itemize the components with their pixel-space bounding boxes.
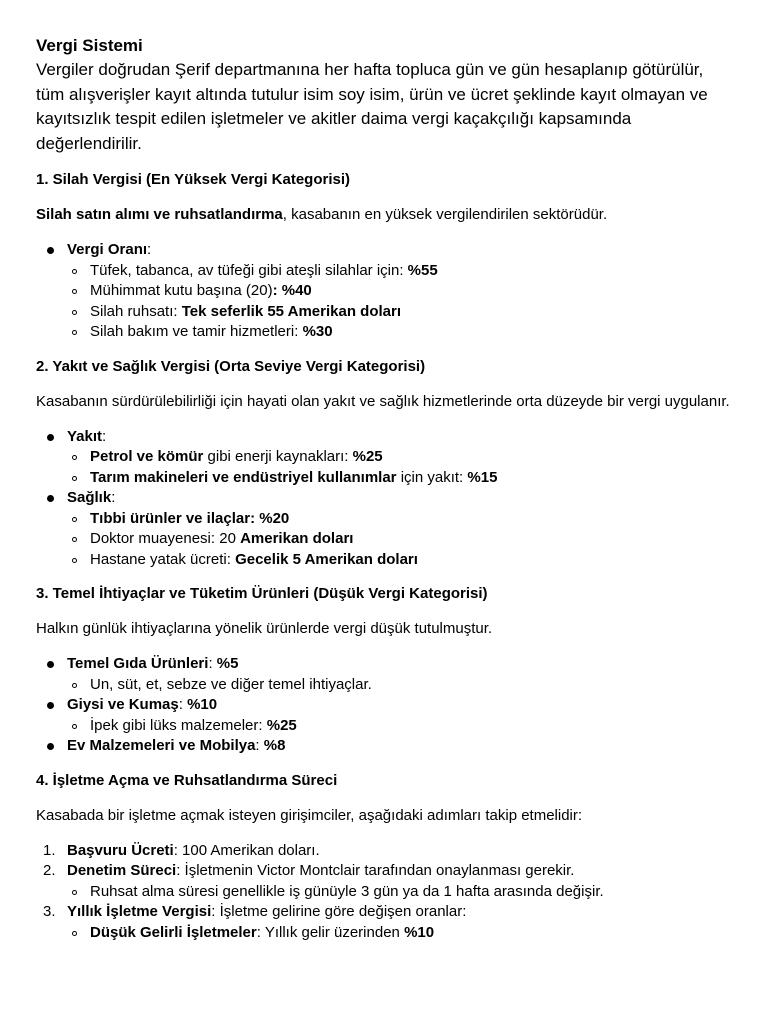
item-label: Yakıt [67, 427, 103, 445]
bullet-dot [47, 247, 54, 254]
item-label: Yıllık İşletme Vergisi [67, 903, 212, 920]
item-value: : %20 [250, 509, 290, 527]
item-text: Silah ruhsatı: [90, 302, 182, 320]
bullet-circle [72, 558, 77, 563]
item-value: Tek seferlik 55 Amerikan doları [181, 302, 401, 320]
list-item-temel-gida: Temel Gıda Ürünleri: %5 Un, süt, et, sebze ve diğer temel ihtiyaçlar. [36, 654, 732, 695]
item-bold: Tıbbi ürünler ve ilaçlar [90, 509, 251, 527]
bullet-dot [47, 434, 54, 441]
item-value: %8 [263, 737, 286, 754]
item-text: Hastane yatak ücreti: [90, 550, 236, 568]
item-value: %15 [467, 468, 498, 486]
item-bold: Tarım makineleri ve endüstriyel kullanımlar [90, 468, 397, 486]
item-value: Amerikan doları [240, 530, 354, 547]
item-label: Sağlık [67, 489, 112, 506]
temel-gida-sublist [67, 675, 732, 696]
list-item [67, 302, 732, 323]
bullet-circle [72, 310, 77, 315]
section-3-heading: 3. Temel İhtiyaçlar ve Tüketim Ürünleri (Düşük Vergi Kategorisi) [36, 585, 488, 602]
section-1-description-text: , kasabanın en yüksek vergilendirilen sektörüdür. [282, 206, 608, 223]
item-bold: Düşük Gelirli İşletmeler [90, 923, 257, 941]
bullet-circle [72, 537, 77, 542]
giysi-sublist [67, 716, 732, 737]
numbered-item-basvuru [36, 841, 732, 862]
list-item [67, 509, 732, 530]
bullet-circle [72, 330, 77, 335]
bullet-circle [72, 269, 77, 274]
list-item [67, 322, 732, 343]
section-1-description [36, 205, 732, 225]
item-text: : 100 Amerikan doları. [173, 841, 320, 859]
yakit-sublist [67, 447, 732, 488]
bullet-dot [47, 702, 54, 709]
section-1-description-bold: Silah satın alımı ve ruhsatlandırma [36, 206, 283, 223]
list-item-saglik: Sağlık: Tıbbi ürünler ve ilaçlar: %20 Doktor muayenesi: 20 Amerikan doları Hastane yatak ücreti: Gecelik 5 Amerikan doları [36, 488, 732, 570]
bullet-circle [72, 724, 77, 729]
section-2-list [36, 427, 732, 571]
bullet-circle [72, 455, 77, 460]
item-text: Silah bakım ve tamir hizmetleri: [90, 323, 303, 340]
item-label: Ev Malzemeleri ve Mobilya [67, 737, 256, 754]
item-colon: : [147, 241, 152, 258]
item-number: 3. [43, 903, 56, 920]
list-item [67, 716, 732, 737]
item-value: %10 [404, 923, 435, 941]
item-text: Ruhsat alma süresi genellikle iş günüyle 3 gün ya da 1 hafta arasında değişir. [90, 882, 604, 900]
list-item [67, 550, 732, 571]
section-3-description: Halkın günlük ihtiyaçlarına yönelik ürünlerde vergi düşük tutulmuştur. [36, 620, 493, 637]
list-item [67, 261, 732, 282]
section-4-description: Kasabada bir işletme açmak isteyen girişimciler, aşağıdaki adımları takip etmelidir: [36, 806, 583, 824]
bullet-circle [72, 931, 77, 936]
bullet-circle [72, 517, 77, 522]
section-2-description: Kasabanın sürdürülebilirliği için hayati olan yakıt ve sağlık hizmetlerinde orta düzeyde bir vergi uygulanır. [36, 392, 730, 410]
bullet-circle [72, 683, 77, 688]
item-text: : İşletme gelirine göre değişen oranlar: [211, 903, 467, 920]
list-item-vergi-orani [36, 240, 732, 343]
section-4-heading: 4. İşletme Açma ve Ruhsatlandırma Süreci [36, 771, 338, 789]
bullet-dot [47, 743, 54, 750]
list-item [67, 529, 732, 550]
item-value: %25 [352, 448, 383, 465]
item-text: Mühimmat kutu başına (20) [90, 282, 273, 299]
section-4-numbered-list [36, 841, 732, 944]
bullet-circle [72, 890, 77, 895]
item-text: : İşletmenin Victor Montclair tarafından onaylanması gerekir. [176, 862, 575, 879]
list-item [67, 675, 732, 696]
bullet-dot [47, 661, 54, 668]
bullet-dot [47, 495, 54, 502]
list-item [67, 882, 732, 903]
item-value: %30 [302, 323, 333, 340]
numbered-item-denetim [36, 861, 732, 902]
section-1-heading: 1. Silah Vergisi (En Yüksek Vergi Kategorisi) [36, 171, 351, 188]
vergi-orani-sublist [67, 261, 732, 343]
item-label: Denetim Süreci [67, 862, 177, 879]
list-item-giysi: Giysi ve Kumaş: %10 İpek gibi lüks malzemeler: %25 [36, 695, 732, 736]
bullet-circle [72, 289, 77, 294]
item-text: Un, süt, et, sebze ve diğer temel ihtiyaçlar. [90, 675, 372, 693]
item-text: İpek gibi lüks malzemeler: [90, 716, 267, 734]
list-item-yakit: Yakıt: Petrol ve kömür gibi enerji kaynakları: %25 Tarım makineleri ve endüstriyel kullanımlar için yakıt: %15 [36, 427, 732, 489]
item-text: Tüfek, tabanca, av tüfeği gibi ateşli silahlar için: [90, 261, 408, 279]
section-3-list [36, 654, 732, 757]
item-label: Vergi Oranı [67, 241, 148, 258]
list-item [67, 447, 732, 468]
item-number: 2. [43, 862, 56, 879]
item-label: Giysi ve Kumaş [67, 696, 179, 713]
list-item [67, 281, 732, 302]
item-value: %55 [407, 261, 438, 279]
item-value: %25 [266, 716, 297, 734]
yillik-vergi-sublist [67, 923, 732, 944]
list-item-ev-malzemeleri: Ev Malzemeleri ve Mobilya: %8 [36, 736, 732, 757]
item-bold: Petrol ve kömür [90, 448, 204, 465]
document-title: Vergi Sistemi [36, 36, 143, 55]
denetim-sublist [67, 882, 732, 903]
item-text: Doktor muayenesi: 20 [90, 530, 241, 547]
list-item [67, 923, 732, 944]
item-text: için yakıt: [396, 468, 468, 486]
bullet-circle [72, 476, 77, 481]
item-text: gibi enerji kaynakları: [203, 448, 353, 465]
section-2-heading: 2. Yakıt ve Sağlık Vergisi (Orta Seviye Vergi Kategorisi) [36, 357, 426, 375]
saglik-sublist [67, 509, 732, 571]
numbered-item-yillik-vergi [36, 902, 732, 943]
item-value: : %40 [272, 282, 312, 299]
list-item [67, 468, 732, 489]
item-label: Temel Gıda Ürünleri [67, 655, 209, 672]
item-number: 1. [43, 841, 56, 859]
item-value: Gecelik 5 Amerikan doları [235, 550, 418, 568]
section-1-list [36, 240, 732, 343]
item-value: %5 [216, 655, 239, 672]
item-label: Başvuru Ücreti [67, 841, 174, 859]
item-value: %10 [187, 696, 218, 713]
intro-paragraph: Vergiler doğrudan Şerif departmanına her hafta topluca gün ve gün hesaplanıp götürülür, tüm alışverişler kayıt altında tutulur isim soy isim, ürün ve ücret şeklinde kayıt olmayan ve kayıtsızlık tespit edilen işletmeler ve akitler daima vergi kaçakçılığı kapsamında değerlendirilir. [36, 60, 708, 153]
item-text: : Yıllık gelir üzerinden [256, 923, 405, 941]
